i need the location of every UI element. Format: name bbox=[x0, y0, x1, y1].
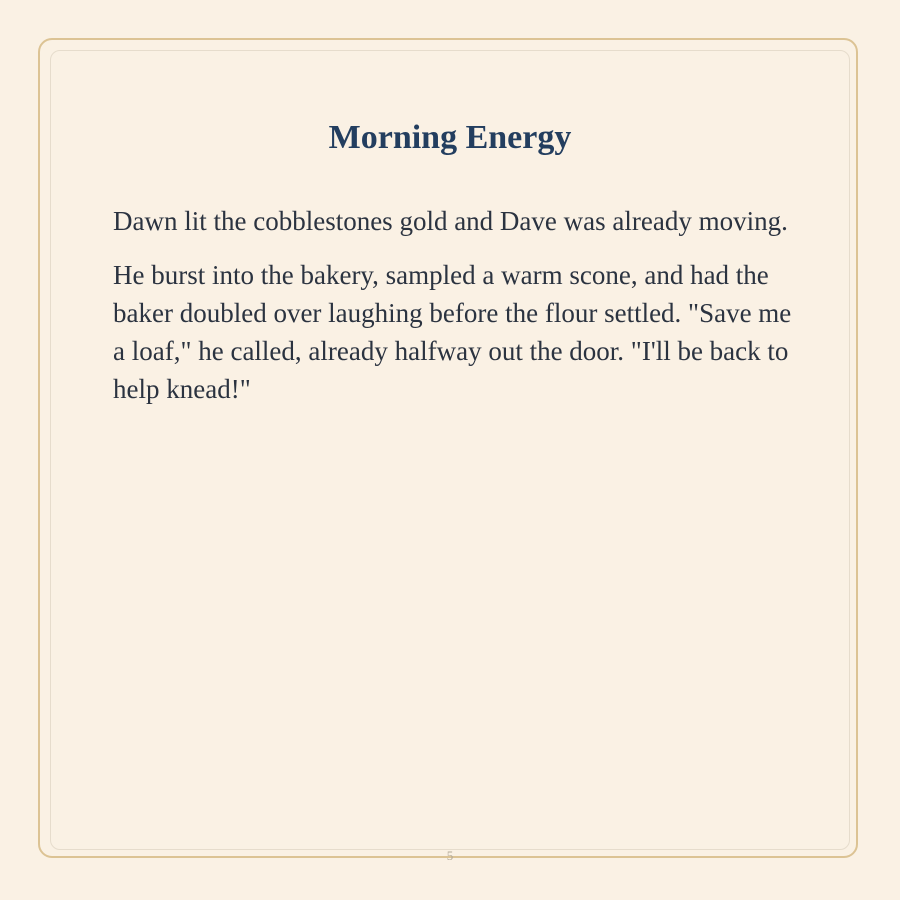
story-body bbox=[113, 202, 793, 424]
page-number: 5 bbox=[446, 848, 454, 863]
story-paragraph-2: He burst into the bakery, sampled a warm scone, and had the baker doubled over laughing before the flour settled. "Save me a loaf," he called, already halfway out the door. "I'll be back to help knead!" bbox=[113, 260, 792, 404]
page-inner-frame bbox=[50, 50, 850, 850]
story-paragraph-1: Dawn lit the cobblestones gold and Dave was already moving. bbox=[113, 206, 788, 236]
page-title: Morning Energy bbox=[328, 119, 572, 156]
